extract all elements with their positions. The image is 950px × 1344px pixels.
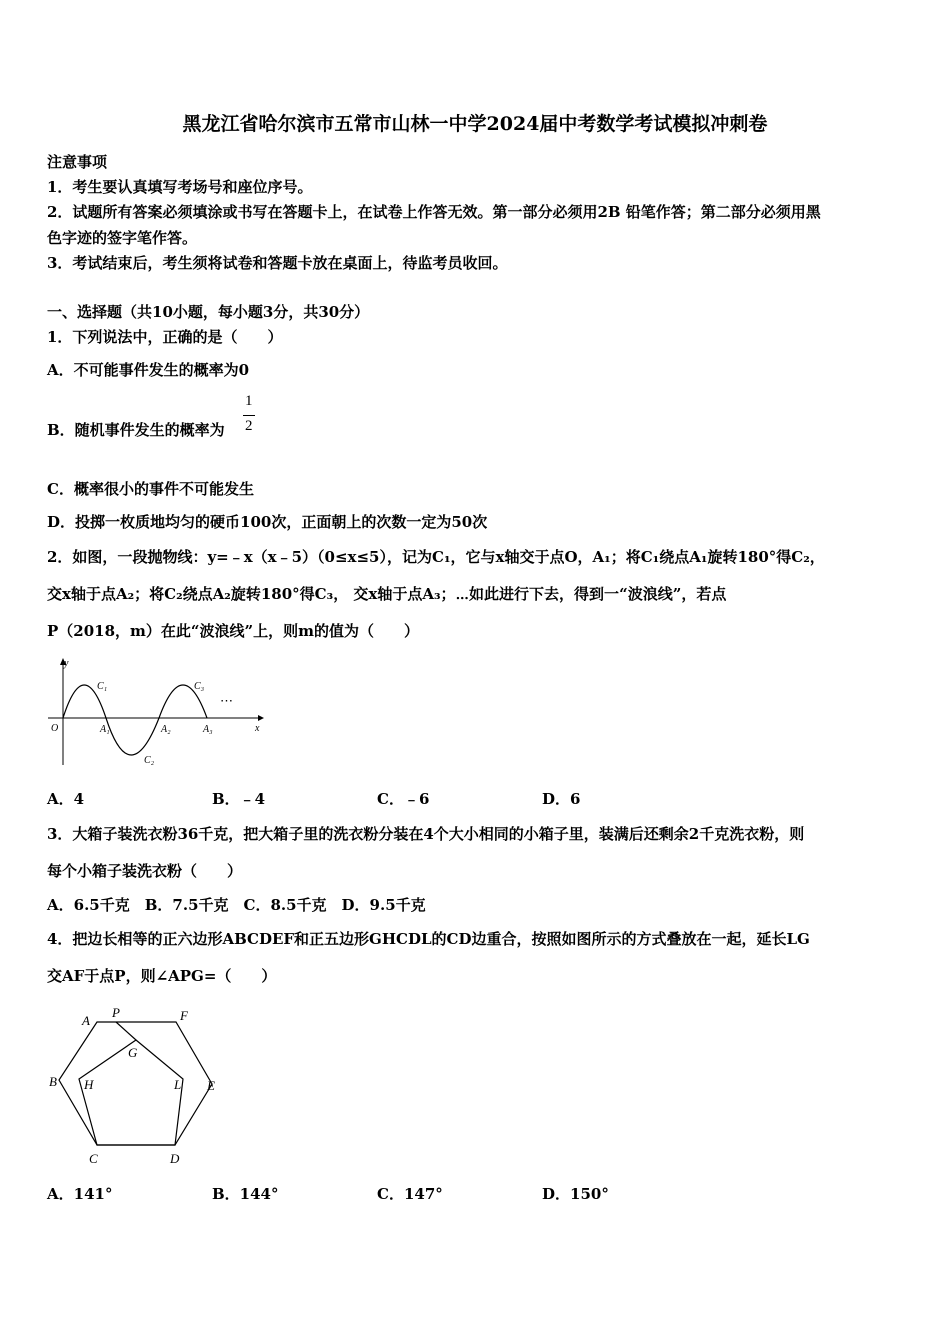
note-item: 3．考试结束后，考生须将试卷和答题卡放在桌面上，待监考员收回。 [47,254,508,272]
question-4-option-c: C．147° [377,1185,443,1203]
wave-figure [40,655,270,770]
c1-label: C₁ [97,681,108,692]
origin-label: O [51,723,59,734]
page-title: 黑龙江省哈尔滨市五常市山林一中学2024届中考数学考试模拟冲刺卷 [182,113,768,135]
question-1-option-a: A．不可能事件发生的概率为0 [47,361,250,379]
fraction-bar [243,415,255,416]
question-2-option-a: A．4 [47,790,85,808]
ellipsis: ⋯ [220,693,233,708]
question-2-line: P（2018，m）在此“波浪线”上，则m的值为（ ） [47,622,420,640]
question-4-option-d: D．150° [542,1185,609,1203]
label-g: G [128,1045,138,1060]
y-label: y [64,658,69,669]
question-2-option-c: C．﹣6 [377,790,430,808]
question-2-line: 2．如图，一段抛物线：y=﹣x（x﹣5）（0≤x≤5），记为C₁，它与x轴交于点O，A₁；将C₁绕点A₁旋转180°得C₂， [47,548,825,566]
question-4-line: 4．把边长相等的正六边形ABCDEF和正五边形GHCDL的CD边重合，按照如图所示的方式叠放在一起，延长LG [47,930,810,948]
label-b: B [49,1074,57,1089]
label-e: E [207,1078,215,1093]
label-l: L [174,1077,182,1092]
note-item: 色字迹的签字笔作答。 [47,229,198,247]
notes-heading: 注意事项 [47,153,108,171]
question-4-line: 交AF于点P，则∠APG=（ ） [47,967,277,985]
a3-label: A₃ [203,724,213,735]
c2-label: C₂ [144,755,155,766]
x-axis-arrow [258,715,264,721]
question-1-option-c: C．概率很小的事件不可能发生 [47,480,254,498]
question-3-line: 3．大箱子装洗衣粉36千克，把大箱子里的洗衣粉分装在4个大小相同的小箱子里，装满后还剩余2千克洗衣粉，则 [47,825,805,843]
question-4-option-a: A．141° [47,1185,113,1203]
label-f: F [180,1008,188,1023]
extension-line [116,1022,136,1040]
label-a: A [82,1013,90,1028]
question-4-option-b: B．144° [212,1185,279,1203]
label-h: H [84,1077,94,1092]
a2-label: A₂ [161,724,171,735]
fraction-denominator: 2 [245,418,253,434]
question-3-options: A．6.5千克 B．7.5千克 C．8.5千克 D．9.5千克 [47,896,426,914]
question-2-option-d: D．6 [542,790,581,808]
question-1-option-d: D．投掷一枚质地均匀的硬币100次，正面朝上的次数一定为50次 [47,513,488,531]
polygon-figure [40,1000,240,1170]
question-2-line: 交x轴于点A₂；将C₂绕点A₂旋转180°得C₃， 交x轴于点A₃；⋯如此进行下去，得到一“波浪线”，若点 [47,585,727,603]
fraction-numerator: 1 [245,393,253,409]
wave-curve [63,685,207,755]
question-3-line: 每个小箱子装洗衣粉（ ） [47,862,243,880]
note-item: 1．考生要认真填写考场号和座位序号。 [47,178,313,196]
note-item: 2．试题所有答案必须填涂或书写在答题卡上，在试卷上作答无效。第一部分必须用2B 铅笔作答；第二部分必须用黑 [47,203,821,221]
label-d: D [170,1151,180,1166]
c3-label: C₃ [194,681,205,692]
question-1-option-b: B．随机事件发生的概率为 [47,421,225,439]
section-heading: 一、选择题（共10小题，每小题3分，共30分） [47,303,370,321]
a1-label: A₁ [100,724,110,735]
question-1-stem: 1．下列说法中，正确的是（ ） [47,328,283,346]
label-p: P [112,1005,120,1020]
x-label: x [255,723,260,734]
label-c: C [89,1151,98,1166]
question-2-option-b: B．﹣4 [212,790,266,808]
